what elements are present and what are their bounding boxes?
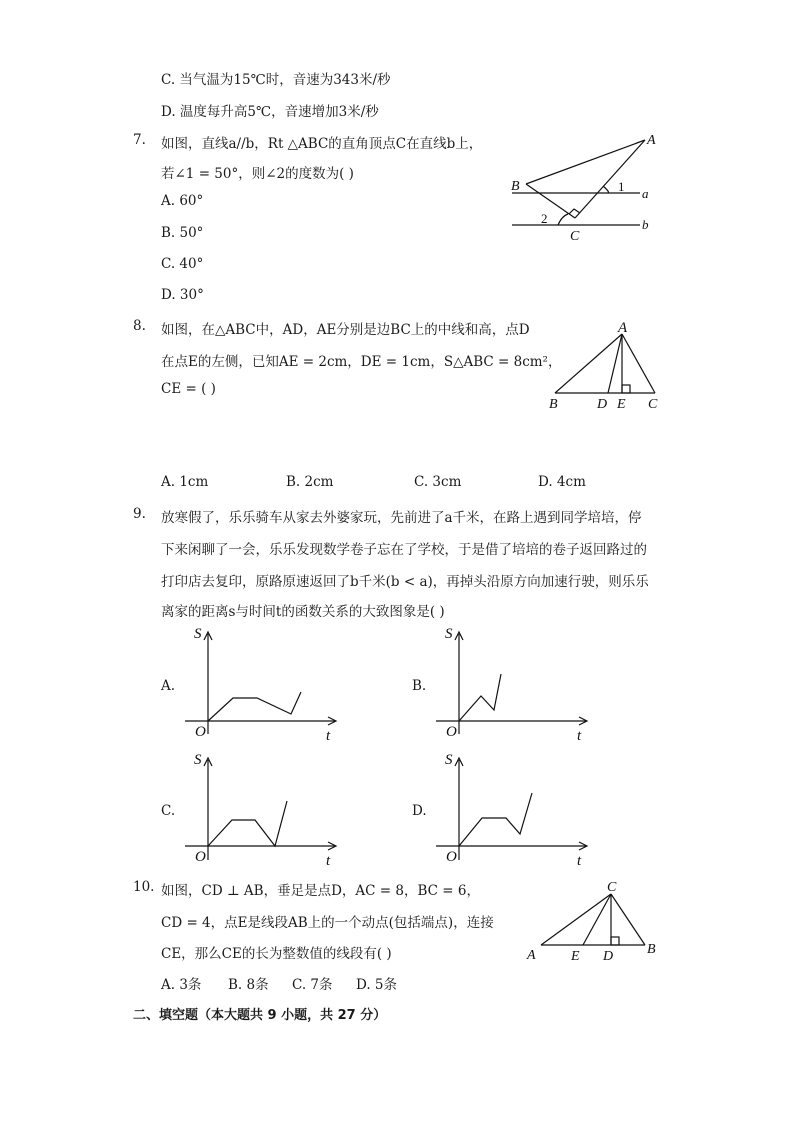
q10-stem-line3: CE，那么CE的长为整数值的线段有( ) [161,946,392,962]
q9-option-b-label: B. [412,678,427,694]
q9-graph-a-x-label: t [326,728,331,744]
q9-graph-d-x-label: t [577,853,582,869]
q7-label-angle2: 2 [541,211,548,226]
q10-figure [523,877,673,967]
q10-option-b: B. 8条 [228,977,269,993]
q7-label-c-vertex: C [570,229,580,244]
q8-label-b: B [549,397,558,412]
q9-graph-d [436,748,596,868]
q10-stem-line2: CD = 4，点E是线段AB上的一个动点(包括端点)，连接 [161,915,494,931]
q10-label-d: D [603,949,614,964]
q7-number: 7. [133,132,146,148]
q10-label-e: E [571,949,580,964]
q8-option-d: D. 4cm [538,474,586,490]
q7-label-a-vertex: A [647,133,656,148]
q9-stem-line1: 放寒假了，乐乐骑车从家去外婆家玩，先前进了a千米，在路上遇到同学培培，停 [161,510,642,526]
section-2-heading: 二、填空题（本大题共 9 小题，共 27 分） [133,1008,387,1023]
q7-option-a: A. 60° [161,193,204,209]
q8-option-b: B. 2cm [286,474,334,490]
q9-graph-b [436,622,596,742]
q9-graph-b-x-label: t [577,728,582,744]
q7-stem-line1: 如图，直线a//b，Rt △ABC的直角顶点C在直线b上， [161,136,483,152]
q8-figure [545,318,675,413]
q9-option-d-label: D. [412,803,427,819]
q9-graph-c-y-label: S [194,752,202,768]
q7-label-angle1: 1 [618,179,625,194]
q10-label-a: A [527,948,536,963]
q8-label-a: A [618,320,628,336]
q10-option-d: D. 5条 [356,977,398,993]
q10-number: 10. [133,879,155,895]
q10-option-a: A. 3条 [161,977,202,993]
q7-option-c: C. 40° [161,256,204,272]
q9-graph-b-origin: O [446,724,457,740]
q9-number: 9. [133,506,146,522]
q9-stem-line4: 离家的距离s与时间t的函数关系的大致图象是( ) [161,604,445,620]
q6-option-c: C. 当气温为15℃时，音速为343米/秒 [161,72,391,88]
q9-graph-a-origin: O [195,724,206,740]
q9-graph-d-origin: O [446,849,457,865]
q10-label-b: B [647,942,656,957]
q9-option-a-label: A. [161,678,176,694]
q9-stem-line3: 打印店去复印，原路原速返回了b千米(b < a)，再掉头沿原方向加速行驶，则乐乐 [161,574,649,590]
q7-label-line-a: a [642,186,649,201]
q7-figure [500,128,670,243]
q9-graph-c-origin: O [195,849,206,865]
q8-label-c: C [648,397,658,412]
q9-option-c-label: C. [161,803,176,819]
q9-graph-b-y-label: S [445,626,453,642]
q8-stem-line3: CE = ( ) [161,381,216,397]
q9-graph-a-y-label: S [194,626,202,642]
q7-label-line-b: b [642,217,649,232]
q7-label-b-vertex: B [511,179,520,194]
q10-stem-line1: 如图，CD ⊥ AB，垂足是点D，AC = 8，BC = 6， [161,883,480,899]
q8-number: 8. [133,318,146,334]
q8-label-e: E [617,397,626,412]
q7-option-d: D. 30° [161,287,204,303]
q7-option-b: B. 50° [161,225,204,241]
q8-label-d: D [597,397,608,412]
q8-option-c: C. 3cm [414,474,462,490]
q7-stem-line2: 若∠1 = 50°，则∠2的度数为( ) [161,166,354,182]
q10-label-c: C [607,880,617,895]
q9-stem-line2: 下来闲聊了一会，乐乐发现数学卷子忘在了学校，于是借了培培的卷子返回路过的 [161,542,647,558]
q6-option-d: D. 温度每升高5℃，音速增加3米/秒 [161,104,379,120]
q8-stem-line1: 如图，在△ABC中，AD，AE分别是边BC上的中线和高，点D [161,322,530,338]
q10-option-c: C. 7条 [292,977,333,993]
q8-stem-line2: 在点E的左侧，已知AE = 2cm，DE = 1cm，S△ABC = 8cm²， [161,354,562,370]
q9-graph-c-x-label: t [326,853,331,869]
q8-option-a: A. 1cm [161,474,209,490]
q9-graph-d-y-label: S [445,752,453,768]
q9-graph-c [185,748,345,868]
q9-graph-a [185,622,345,742]
